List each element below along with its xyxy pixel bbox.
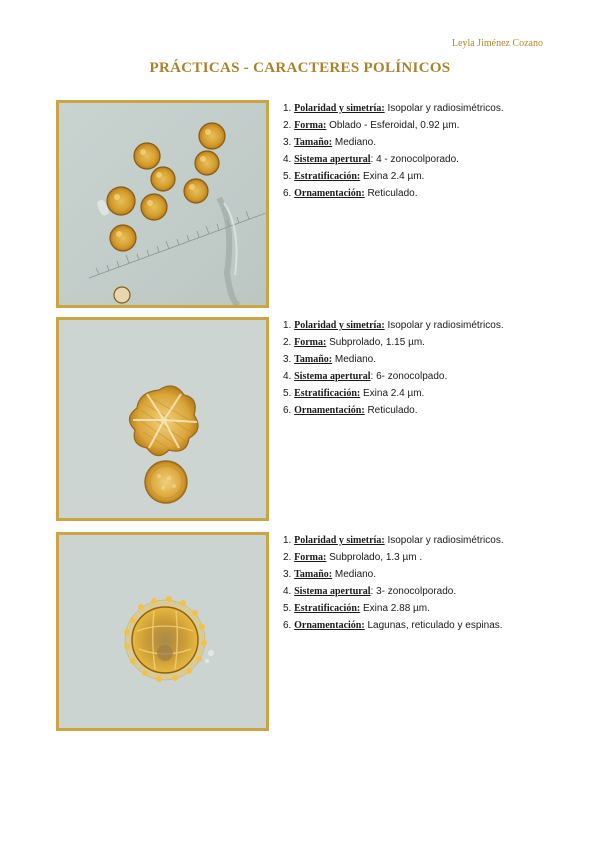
trait-item: 2. Forma: Subprolado, 1.3 µm . [283, 552, 423, 563]
trait-item: 5. Estratificación: Exina 2.4 µm. [283, 171, 425, 182]
trait-item: 1. Polaridad y simetría: Isopolar y radiosimétricos. [283, 103, 504, 114]
trait-item: 2. Forma: Subprolado, 1.15 µm. [283, 337, 425, 348]
trait-item: 1. Polaridad y simetría: Isopolar y radiosimétricos. [283, 535, 504, 546]
micrograph-2 [56, 317, 269, 521]
trait-list-2 [283, 317, 563, 419]
author-name: Leyla Jiménez Cozano [451, 38, 543, 49]
page-title: PRÁCTICAS - CARACTERES POLÍNICOS [149, 60, 451, 76]
trait-item: 6. Ornamentación: Reticulado. [283, 188, 418, 199]
trait-list-3 [283, 532, 563, 634]
micrograph-1 [56, 100, 269, 308]
trait-item: 3. Tamaño: Mediano. [283, 569, 377, 580]
trait-item: 6. Ornamentación: Lagunas, reticulado y espinas. [283, 620, 503, 631]
trait-list-1 [283, 100, 563, 202]
trait-item: 6. Ornamentación: Reticulado. [283, 405, 418, 416]
trait-item: 4. Sistema apertural: 3- zonocolporado. [283, 586, 457, 597]
trait-item: 4. Sistema apertural: 4 - zonocolporado. [283, 154, 459, 165]
trait-item: 3. Tamaño: Mediano. [283, 137, 377, 148]
trait-item: 1. Polaridad y simetría: Isopolar y radiosimétricos. [283, 320, 504, 331]
trait-item: 2. Forma: Oblado - Esferoidal, 0.92 µm. [283, 120, 460, 131]
trait-item: 4. Sistema apertural: 6- zonocolpado. [283, 371, 448, 382]
trait-item: 5. Estratificación: Exina 2.88 µm. [283, 603, 430, 614]
micrograph-3 [56, 532, 269, 731]
trait-item: 5. Estratificación: Exina 2.4 µm. [283, 388, 425, 399]
trait-item: 3. Tamaño: Mediano. [283, 354, 377, 365]
